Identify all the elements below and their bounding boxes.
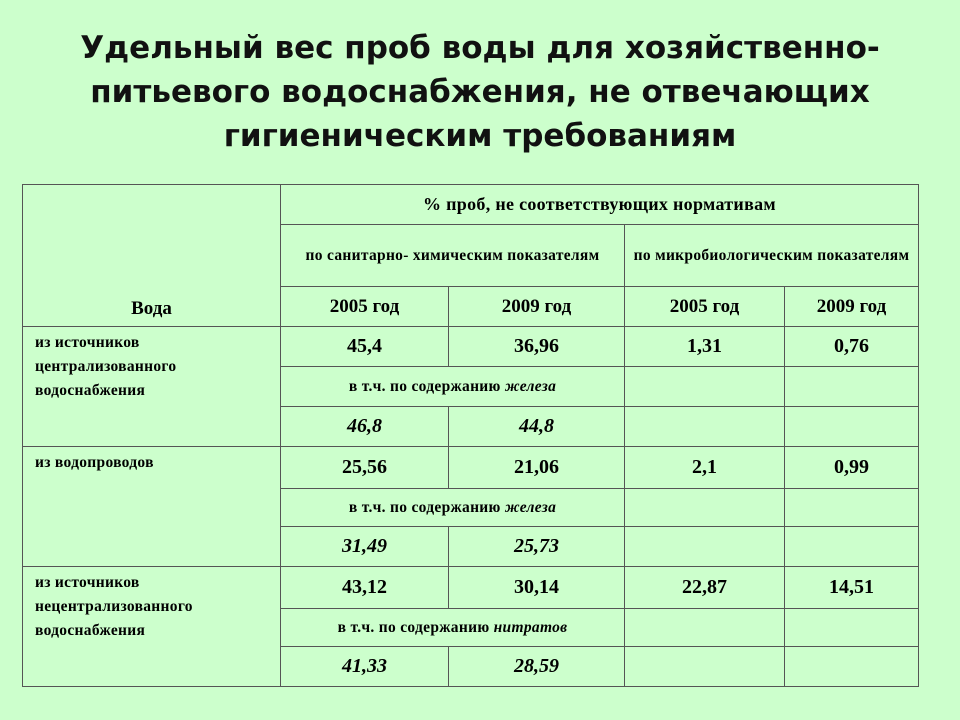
- note-substance: нитратов: [493, 618, 568, 636]
- cell-value: 0,76: [785, 327, 919, 367]
- cell-value: 2,1: [625, 447, 785, 489]
- empty-cell: [625, 407, 785, 447]
- title-line: питьевого водоснабжения, не отвечающих: [90, 74, 870, 110]
- row-label: из источников нецентрализованного водоснабжения: [23, 567, 281, 687]
- header-year: 2005 год: [281, 287, 449, 327]
- empty-cell: [625, 367, 785, 407]
- table-row: [23, 327, 919, 367]
- cell-value: 0,99: [785, 447, 919, 489]
- note-cell: [281, 489, 625, 527]
- header-group-micro: по микробиологическим показателям: [625, 225, 919, 287]
- table-row: [23, 447, 919, 489]
- sub-value: 25,73: [449, 527, 625, 567]
- note-substance: железа: [504, 377, 557, 395]
- empty-cell: [785, 489, 919, 527]
- note-prefix: в т.ч. по содержанию: [337, 618, 490, 636]
- header-year: 2005 год: [625, 287, 785, 327]
- title-line: гигиеническим требованиям: [223, 118, 737, 154]
- row-label: из источников централизованного водоснабжения: [23, 327, 281, 447]
- cell-value: 30,14: [449, 567, 625, 609]
- header-main: % проб, не соответствующих нормативам: [281, 185, 919, 225]
- data-table: [22, 184, 919, 687]
- header-group-chemical: по санитарно- химическим показателям: [281, 225, 625, 287]
- note-cell: [281, 609, 625, 647]
- table-row: [23, 567, 919, 609]
- cell-value: 43,12: [281, 567, 449, 609]
- header-year: 2009 год: [785, 287, 919, 327]
- cell-value: 22,87: [625, 567, 785, 609]
- empty-cell: [785, 367, 919, 407]
- cell-value: 36,96: [449, 327, 625, 367]
- empty-cell: [625, 527, 785, 567]
- header-water: Вода: [23, 185, 281, 327]
- note-cell: [281, 367, 625, 407]
- empty-cell: [625, 489, 785, 527]
- sub-value: 28,59: [449, 647, 625, 687]
- note-prefix: в т.ч. по содержанию: [348, 498, 501, 516]
- note-prefix: в т.ч. по содержанию: [348, 377, 501, 395]
- empty-cell: [785, 407, 919, 447]
- cell-value: 21,06: [449, 447, 625, 489]
- sub-value: 44,8: [449, 407, 625, 447]
- sub-value: 31,49: [281, 527, 449, 567]
- cell-value: 45,4: [281, 327, 449, 367]
- cell-value: 25,56: [281, 447, 449, 489]
- sub-value: 46,8: [281, 407, 449, 447]
- empty-cell: [625, 609, 785, 647]
- slide-title: [0, 26, 960, 158]
- note-substance: железа: [504, 498, 557, 516]
- empty-cell: [625, 647, 785, 687]
- header-row: [23, 185, 919, 225]
- cell-value: 14,51: [785, 567, 919, 609]
- empty-cell: [785, 647, 919, 687]
- sub-value: 41,33: [281, 647, 449, 687]
- header-year: 2009 год: [449, 287, 625, 327]
- empty-cell: [785, 527, 919, 567]
- row-label: из водопроводов: [23, 447, 281, 567]
- title-line: Удельный вес проб воды для хозяйственно-: [80, 30, 880, 66]
- cell-value: 1,31: [625, 327, 785, 367]
- empty-cell: [785, 609, 919, 647]
